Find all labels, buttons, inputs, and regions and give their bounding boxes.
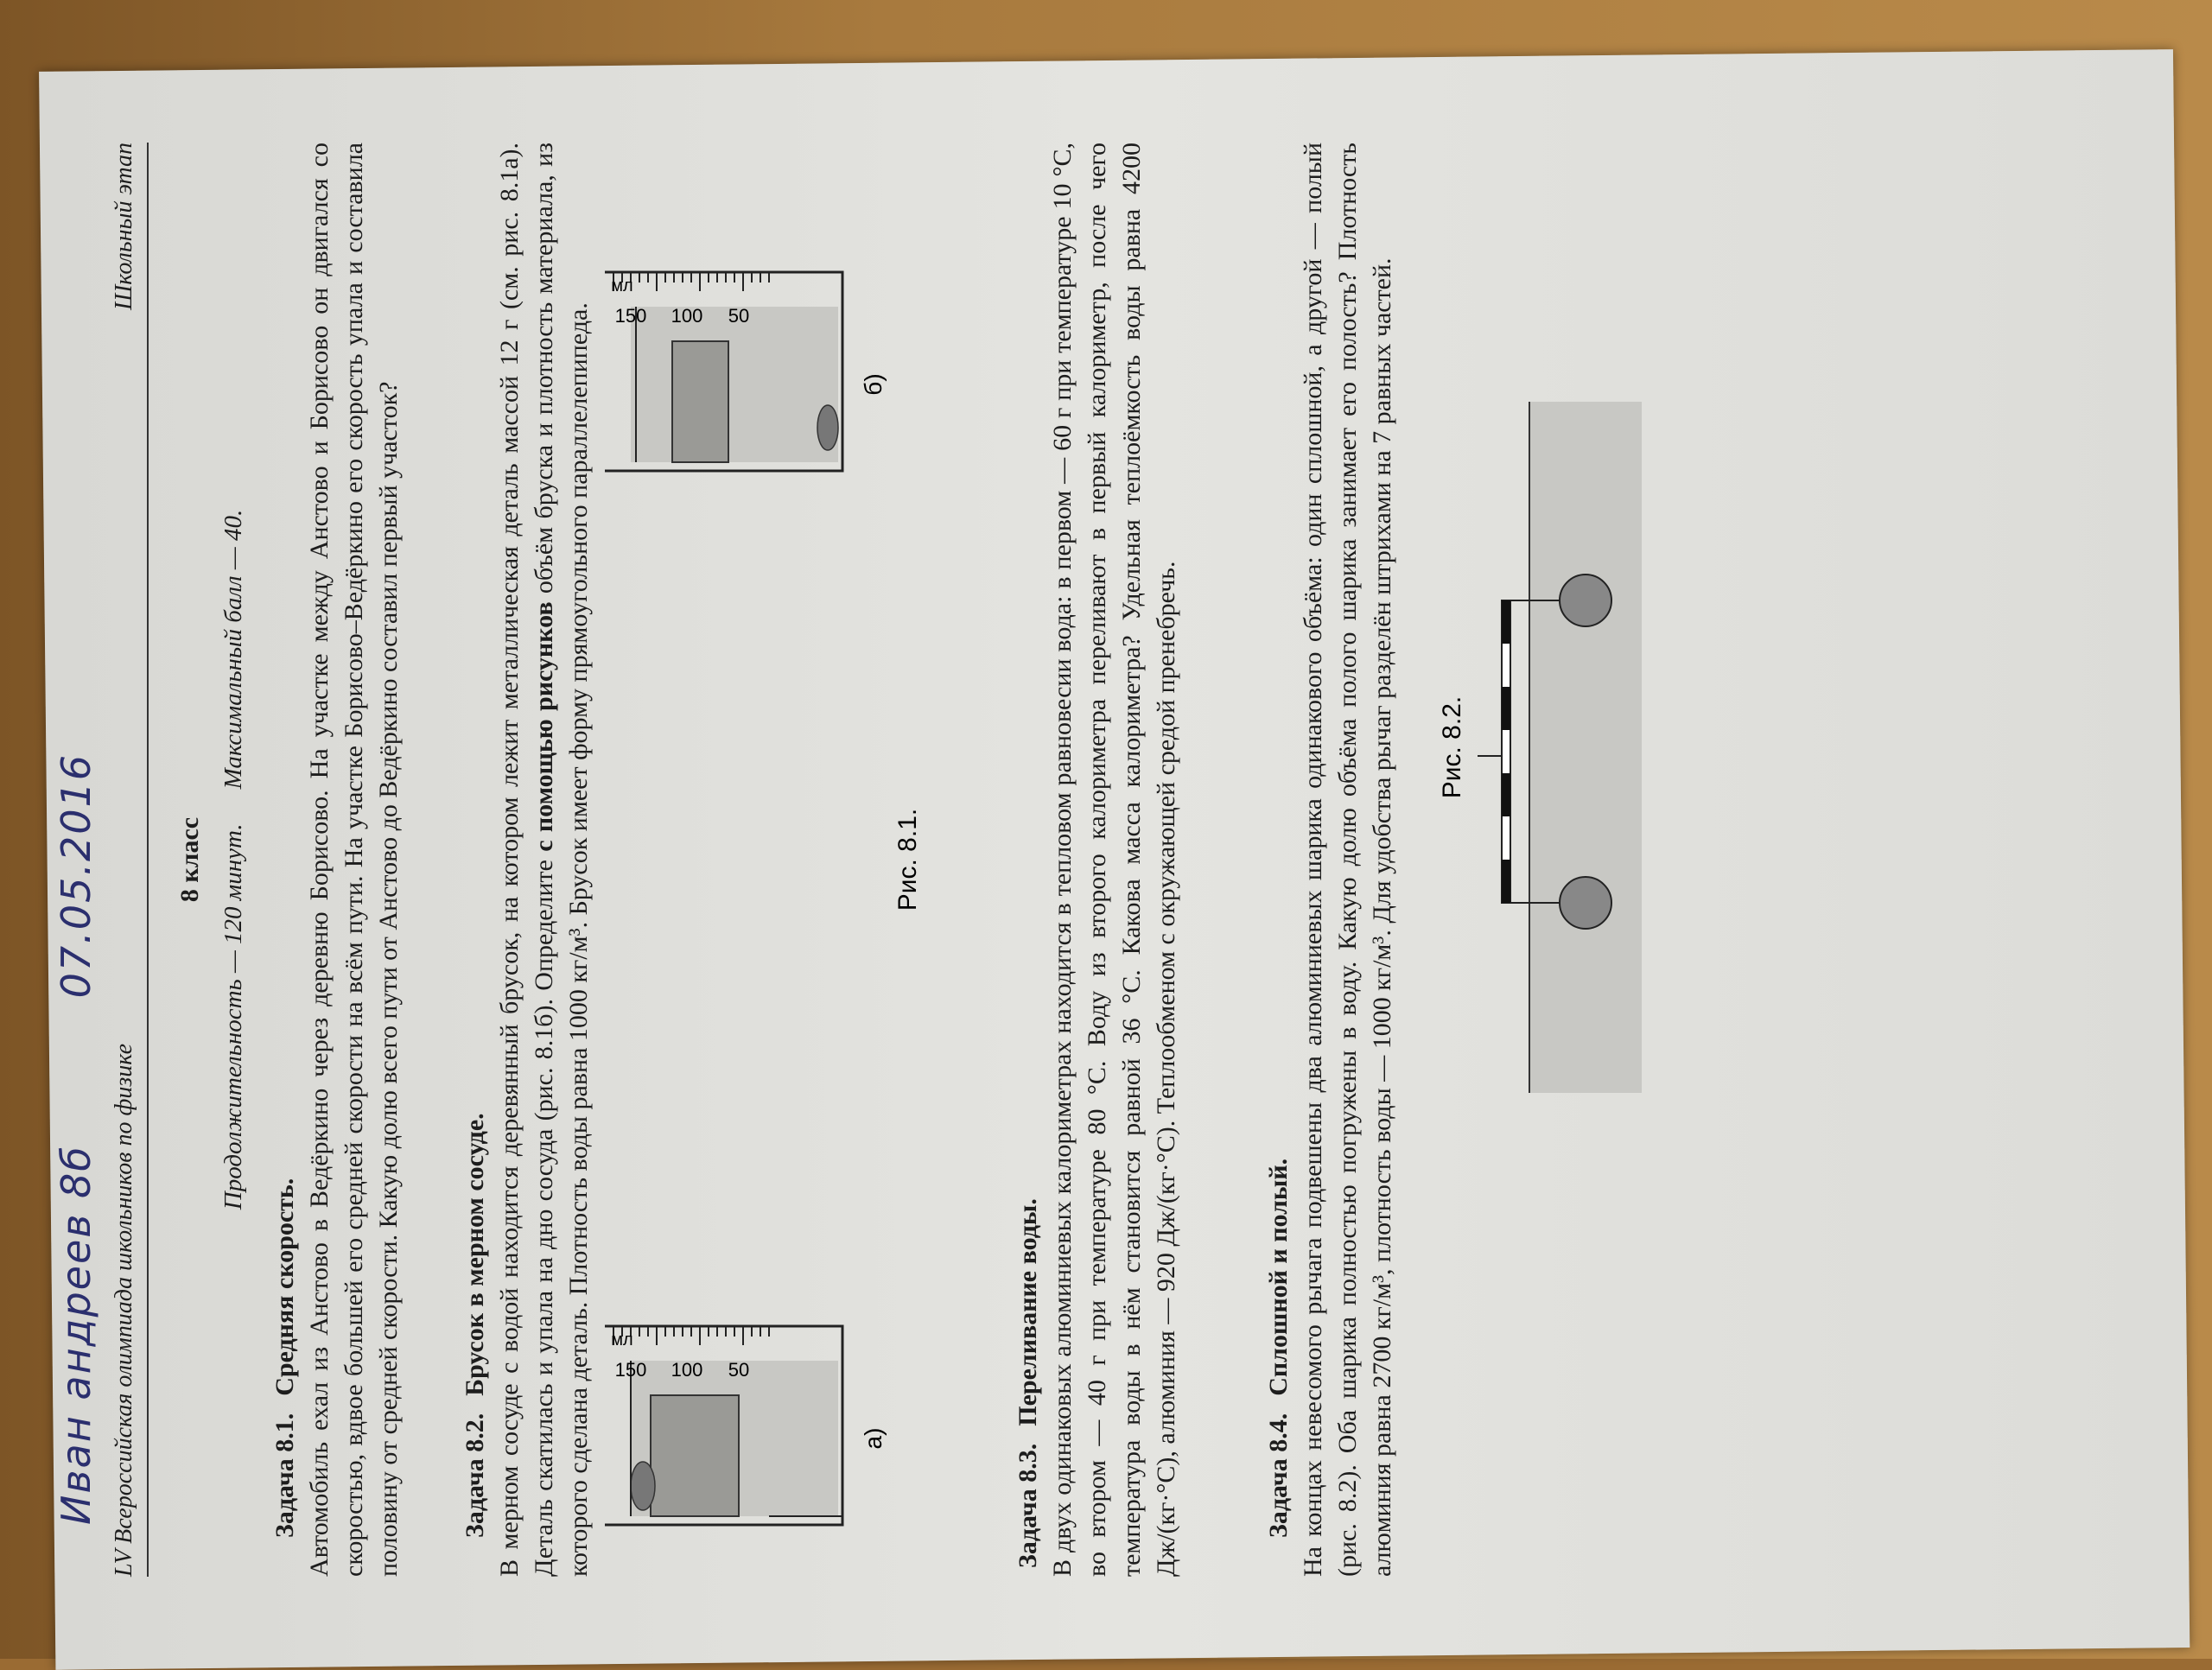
metal-part-b [817,405,838,450]
ball-left [1560,877,1611,929]
problem-heading [268,143,302,1538]
handwritten-note [53,752,99,1525]
water-b [631,307,838,462]
tick-label-100-a: 100 [671,1359,703,1381]
beaker-a [605,1326,887,1525]
tick-label-50-a: 50 [728,1359,750,1381]
olympiad-title: LV Всероссийская олимпиада школьников по физике [111,1043,137,1577]
problem-8-1 [268,143,406,1577]
problem-heading [458,143,493,1538]
handwritten-name: Иван андреев 8б [53,1145,99,1525]
beaker-b [605,272,887,471]
problem-text [493,143,596,1577]
stage-label: Школьный этап [111,143,137,310]
figure-8-1-caption: Рис. 8.1. [893,808,922,911]
lever-division [1502,773,1510,816]
problem-number: Задача 8.1. [270,1413,299,1538]
tick-label-100-b: 100 [671,305,703,327]
class-title: 8 класс [175,816,204,903]
metal-part-a [631,1462,655,1510]
problem-text-bold: с помощью рисунков [530,601,558,852]
problem-number: Задача 8.4. [1264,1413,1293,1538]
problem-number: Задача 8.2. [461,1413,489,1538]
wood-block-a [651,1395,739,1516]
problem-8-3 [1011,143,1184,1577]
problem-heading [1262,143,1296,1538]
running-header [104,143,149,1577]
lever-division [1502,600,1510,644]
figure-8-1 [605,143,925,1577]
exam-meta [216,143,251,1577]
scale-b [611,272,769,327]
unit-label-a: мл [611,1330,633,1349]
tick-label-50-b: 50 [728,305,750,327]
problem-heading [1011,143,1046,1568]
problem-text: В двух одинаковых алюминиевых калориметрах находится в тепловом равновесии вода: в первом — 60 г при температуре 10 °C, во втором — 40 г при температуре 80 °C. Воду из второго калориметра переливают в первый калориметр, после чего температура воды в нём становится равной 36 °C. Какова масса калориметра? Удельная теплоёмкость воды равна 4200 Дж/(кг·°C), алюминия — 920 Дж/(кг·°C). Теплообменом с окружающей средой пренебречь. [1048,143,1180,1577]
figure-8-2 [1426,341,1650,1119]
figure-8-2-caption: Рис. 8.2. [1438,695,1466,799]
max-score: Максимальный балл — 40. [219,509,247,790]
lever-bar [1502,600,1510,903]
scale-ticks-b [613,272,769,291]
tick-label-150-a: 150 [614,1359,647,1381]
ball-right [1560,575,1611,626]
handwritten-date: 07.05.2016 [53,752,99,999]
water-vessel [1529,402,1642,1093]
duration: Продолжительность — 120 минут. [219,823,247,1210]
problem-title: Средняя скорость. [270,1178,299,1396]
problem-8-2 [458,143,596,1577]
tick-label-150-b: 150 [614,305,647,327]
problem-number: Задача 8.3. [1014,1443,1042,1568]
problem-text: Автомобиль ехал из Анстово в Ведёркино через деревню Борисово. На участке между Анстово и Борисово он двигался со скоростью, вдвое большей его средней скорости на всём пути. На участке Борисово–Ведёркино его скорость упала и составила половину от средней скорости. Какую долю всего пути от Анстово до Ведёркино составил первый участок? [305,143,403,1577]
exam-page [53,22,1668,1577]
lever-division [1502,860,1510,903]
lever-division [1502,687,1510,730]
problem-title: Переливание воды. [1014,1198,1042,1426]
wood-block-b [672,341,728,462]
panel-label-b: б) [860,373,887,396]
problem-text-part2: объём бруска и плотность материала, из которого сделана деталь. Плотность воды равна 1000 кг/м³. Брусок имеет форму прямоугольного параллелепипеда. [530,143,593,1577]
problem-text: На концах невесомого рычага подвешены два алюминиевых шарика одинакового объёма: один сплошной, а другой — полый (рис. 8.2). Оба шарика полностью погружены в воду. Какую долю объёма полого шарика занимает его полость? Плотность алюминия равна 2700 кг/м³, плотность воды — 1000 кг/м³. Для удобства рычаг разделён штрихами на 7 равных частей. [1299,143,1396,1577]
problem-8-4 [1262,143,1400,1577]
problem-title: Сплошной и полый. [1264,1158,1293,1396]
panel-label-a: а) [860,1427,887,1450]
scale-ticks-a [613,1326,769,1345]
unit-label-b: мл [611,276,633,295]
problem-text-part1: В мерном сосуде с водой находится деревянный брусок, на котором лежит металлическая деталь массой 12 г (см. рис. 8.1а). Деталь скатилась и упала на дно сосуда (рис. 8.1б). Определите [495,143,558,1577]
problem-title: Брусок в мерном сосуде. [461,1113,489,1396]
lever [1478,600,1510,903]
